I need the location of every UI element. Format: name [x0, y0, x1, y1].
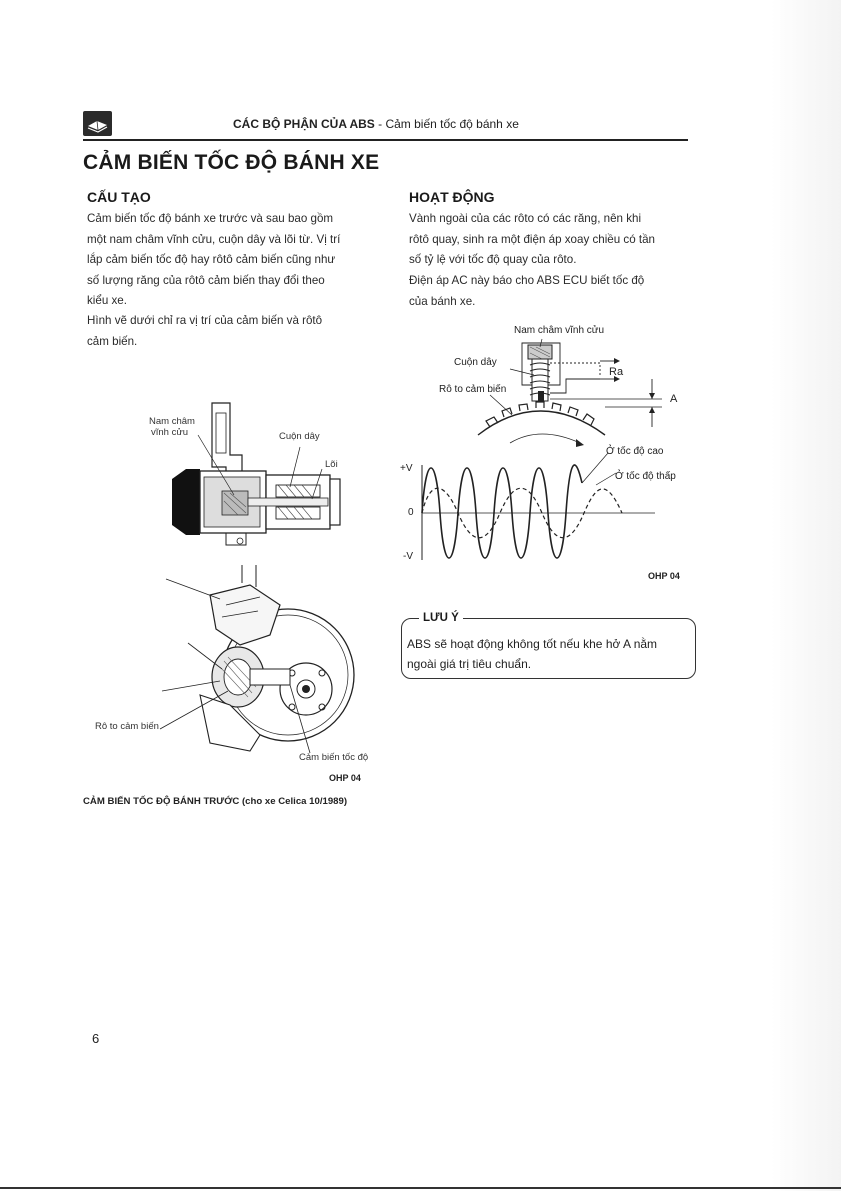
label-coil-right: Cuộn dây — [454, 357, 497, 368]
structure-paragraph-1 — [87, 209, 387, 312]
label-core: Lõi — [325, 459, 338, 470]
section-heading-operation: HOẠT ĐỘNG — [409, 189, 495, 205]
label-high-speed: Ở tốc độ cao — [606, 446, 664, 457]
text-line: một nam châm vĩnh cửu, cuộn dây và lõi từ. Vị trí — [87, 232, 341, 246]
operation-paragraph-1 — [409, 209, 699, 271]
ohp-reference-right: OHP 04 — [648, 571, 680, 581]
ohp-reference-left: OHP 04 — [329, 773, 361, 783]
label-low-speed: Ở tốc độ thấp — [615, 471, 676, 482]
label-speed-sensor: Cảm biến tốc độ — [299, 752, 369, 763]
text-line: số lượng răng của rôtô cảm biến thay đổi theo — [87, 273, 325, 287]
axis-label-plus-v: +V — [400, 463, 413, 474]
text-line: Điện áp AC này báo cho ABS ECU biết tốc độ — [409, 274, 645, 287]
bottom-edge-line — [0, 1187, 841, 1189]
header-subsection: - Cảm biến tốc độ bánh xe — [374, 117, 519, 131]
label-permanent-magnet: Nam châm vĩnh cửu — [514, 325, 605, 336]
text-line: số tỷ lệ với tốc độ quay của rôto. — [409, 253, 577, 266]
axis-label-zero: 0 — [408, 507, 414, 518]
label-permanent-magnet-line2: vĩnh cửu — [151, 427, 188, 438]
page-edge-shadow — [771, 0, 841, 1191]
operation-paragraph-2 — [409, 271, 699, 312]
structure-paragraph-2 — [87, 311, 387, 352]
page-title: CẢM BIẾN TỐC ĐỘ BÁNH XE — [83, 151, 380, 174]
label-sensor-rotor-right: Rô to cảm biến — [439, 384, 507, 395]
text-line: Hình vẽ dưới chỉ ra vị trí của cảm biến và rôtô — [87, 314, 323, 327]
text-line: rôtô quay, sinh ra một điện áp xoay chiều có tần — [409, 232, 655, 246]
label-ra: Ra — [609, 366, 624, 378]
note-line: ABS sẽ hoạt động không tốt nếu khe hở A nằm — [407, 637, 658, 651]
text-line: Cảm biến tốc độ bánh xe trước và sau bao gồm — [87, 212, 334, 225]
text-line: kiểu xe. — [87, 294, 127, 307]
section-heading-structure: CẤU TẠO — [87, 189, 151, 205]
text-line: cảm biến. — [87, 334, 138, 348]
book-icon — [83, 111, 112, 136]
wheel-hub-installation-figure — [130, 565, 360, 765]
text-line: của bánh xe. — [409, 294, 476, 308]
header-rule — [83, 139, 688, 141]
text-line: lắp cảm biến tốc độ hay rôtô cảm biến cũng như — [87, 253, 336, 266]
label-gap-a: A — [670, 393, 678, 405]
label-sensor-rotor: Rô to cảm biến — [95, 721, 159, 732]
note-title: LƯU Ý — [419, 612, 463, 624]
figure-caption: CẢM BIẾN TỐC ĐỘ BÁNH TRƯỚC (cho xe Celica 10/1989) — [83, 796, 348, 807]
note-line: ngoài giá trị tiêu chuẩn. — [407, 657, 532, 671]
page-number: 6 — [92, 1031, 100, 1046]
note-body — [407, 634, 692, 674]
running-header — [233, 117, 519, 131]
header-section: CÁC BỘ PHẬN CỦA ABS — [233, 117, 375, 131]
label-permanent-magnet-line1: Nam châm — [149, 416, 195, 427]
axis-label-minus-v: -V — [403, 551, 413, 562]
label-coil: Cuộn dây — [279, 431, 320, 442]
text-line: Vành ngoài của các rôto có các răng, nên khi — [409, 212, 642, 225]
